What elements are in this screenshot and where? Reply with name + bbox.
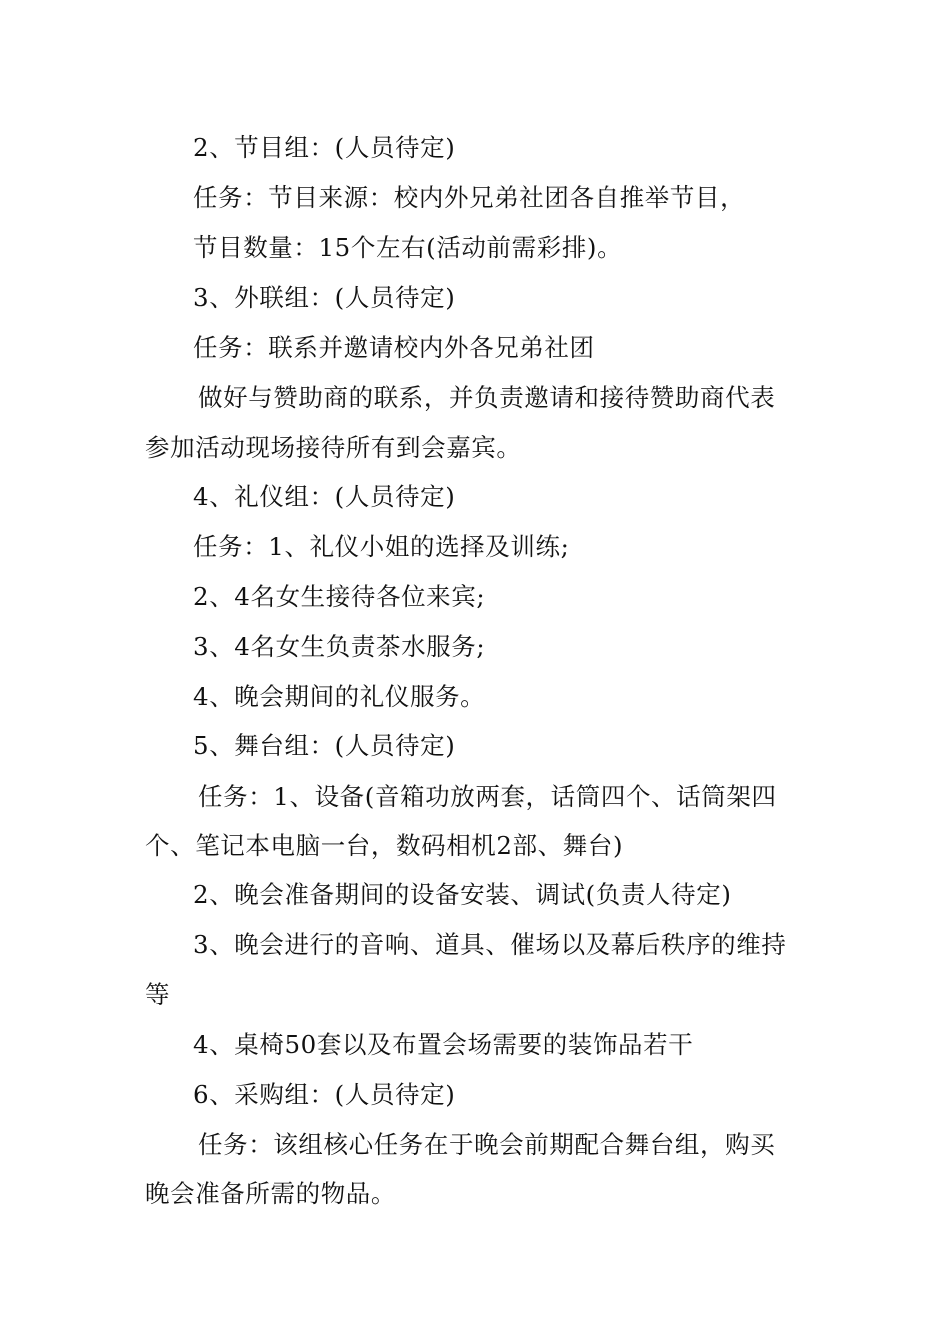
section-heading-liaison: 3、外联组：(人员待定)	[193, 283, 456, 312]
paragraph-line: 2、4名女生接待各位来宾;	[193, 582, 486, 611]
paragraph-line: 任务：该组核心任务在于晚会前期配合舞台组，购买	[198, 1130, 776, 1159]
paragraph-line: 3、晚会进行的音响、道具、催场以及幕后秩序的维持	[193, 930, 787, 959]
paragraph-line: 2、晚会准备期间的设备安装、调试(负责人待定)	[193, 880, 732, 909]
paragraph-line: 个、笔记本电脑一台，数码相机2部、舞台)	[145, 831, 624, 860]
paragraph-line: 任务：1、礼仪小姐的选择及训练;	[193, 532, 570, 561]
section-heading-stage: 5、舞台组：(人员待定)	[193, 731, 456, 760]
paragraph-line: 等	[145, 980, 171, 1009]
paragraph-line: 参加活动现场接待所有到会嘉宾。	[145, 433, 522, 462]
paragraph-line: 任务：节目来源：校内外兄弟社团各自推举节目，	[193, 183, 746, 212]
section-heading-etiquette: 4、礼仪组：(人员待定)	[193, 482, 456, 511]
paragraph-line: 晚会准备所需的物品。	[145, 1179, 396, 1208]
paragraph-line: 任务：联系并邀请校内外各兄弟社团	[193, 333, 595, 362]
section-heading-program: 2、节目组：(人员待定)	[193, 133, 456, 162]
paragraph-line: 节目数量：15个左右(活动前需彩排)。	[193, 233, 623, 262]
paragraph-line: 4、桌椅50套以及布置会场需要的装饰品若干	[193, 1030, 694, 1059]
section-heading-purchasing: 6、采购组：(人员待定)	[193, 1080, 456, 1109]
paragraph-line: 任务：1、设备(音箱功放两套，话筒四个、话筒架四	[198, 782, 777, 811]
paragraph-line: 3、4名女生负责茶水服务;	[193, 632, 486, 661]
paragraph-line: 4、晚会期间的礼仪服务。	[193, 682, 486, 711]
paragraph-line: 做好与赞助商的联系，并负责邀请和接待赞助商代表	[198, 383, 776, 412]
